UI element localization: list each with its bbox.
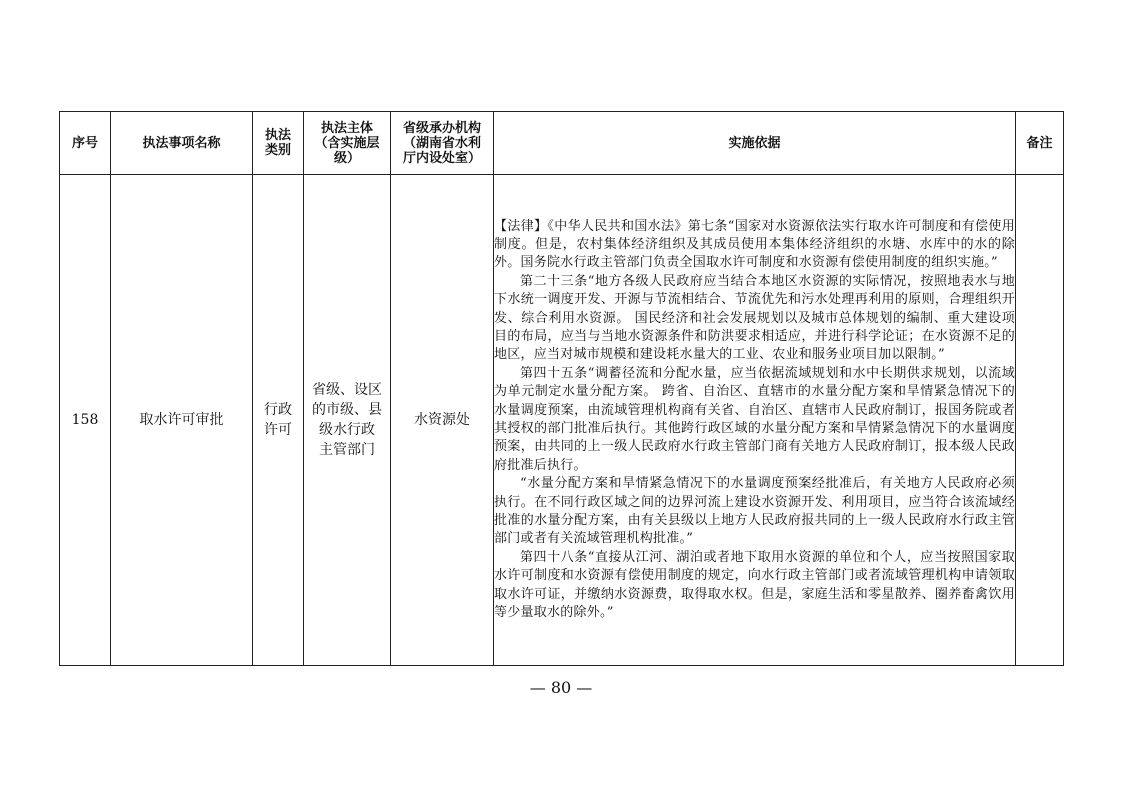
header-seq: 序号 [60, 112, 111, 175]
page-number: — 80 — [529, 678, 593, 697]
basis-paragraph: 第四十五条“调蓄径流和分配水量，应当依据流域规划和水中长期供求规划，以流域为单元制定水量分配方案。 跨省、自治区、直辖市的水量分配方案和旱情紧急情况下的水量调度预案，由流域管理机构商有关省、自治区、直辖市人民政府制订，报国务院或者其授权的部门批准后执行。其他跨行政区域的水量分配方案和旱情紧急情况下的水量调度预案，由共同的上一级人民政府水行政主管部门商有关地方人民政府制订，报本级人民政府批准后执行。 [494, 365, 1015, 473]
cell-seq: 158 [60, 175, 111, 666]
header-remarks: 备注 [1016, 112, 1064, 175]
basis-paragraph: “水量分配方案和旱情紧急情况下的水量调度预案经批准后，有关地方人民政府必须执行。在不同行政区域之间的边界河流上建设水资源开发、利用项目，应当符合该流域经批准的水量分配方案，由有关县级以上地方人民政府报共同的上一级人民政府水行政主管部门或者有关流域管理机构批准。” [494, 476, 1015, 547]
cell-remarks [1016, 175, 1064, 666]
basis-paragraph: 第二十三条“地方各级人民政府应当结合本地区水资源的实际情况，按照地表水与地下水统一调度开发、开源与节流相结合、节流优先和污水处理再利用的原则，合理组织开发、综合利用水资源。 国民经济和社会发展规划以及城市总体规划的编制、重大建设项目的布局，应当与当地水资源条件和防洪要求相适应，并进行科学论证；在水资源不足的地区，应当对城市规模和建设耗水量大的工业、农业和服务业项目加以限制。” [494, 273, 1015, 363]
basis-paragraph: 【法律】《中华人民共和国水法》第七条“国家对水资源依法实行取水许可制度和有偿使用制度。但是，农村集体经济组织及其成员使用本集体经济组织的水塘、水库中的水的除外。国务院水行政主管部门负责全国取水许可制度和水资源有偿使用制度的组织实施。” [494, 218, 1015, 271]
table-row [60, 175, 1064, 666]
cell-agency: 水资源处 [391, 175, 494, 666]
cell-item-name: 取水许可审批 [111, 175, 253, 666]
header-basis: 实施依据 [494, 112, 1016, 175]
law-enforcement-table [59, 111, 1064, 666]
header-subject: 执法主体 （含实施层 级） [304, 112, 391, 175]
table-header-row [60, 112, 1064, 175]
cell-subject: 省级、设区 的市级、县 级水行政 主管部门 [304, 175, 391, 666]
cell-category: 行政 许可 [253, 175, 304, 666]
cell-basis [494, 175, 1016, 666]
header-agency: 省级承办机构 （湖南省水利 厅内设处室） [391, 112, 494, 175]
header-category: 执法 类别 [253, 112, 304, 175]
header-item-name: 执法事项名称 [111, 112, 253, 175]
basis-paragraph: 第四十八条“直接从江河、湖泊或者地下取用水资源的单位和个人，应当按照国家取水许可制度和水资源有偿使用制度的规定，向水行政主管部门或者流域管理机构申请领取取水许可证，并缴纳水资源费，取得取水权。但是，家庭生活和零星散养、圈养畜禽饮用等少量取水的除外。” [494, 549, 1015, 621]
